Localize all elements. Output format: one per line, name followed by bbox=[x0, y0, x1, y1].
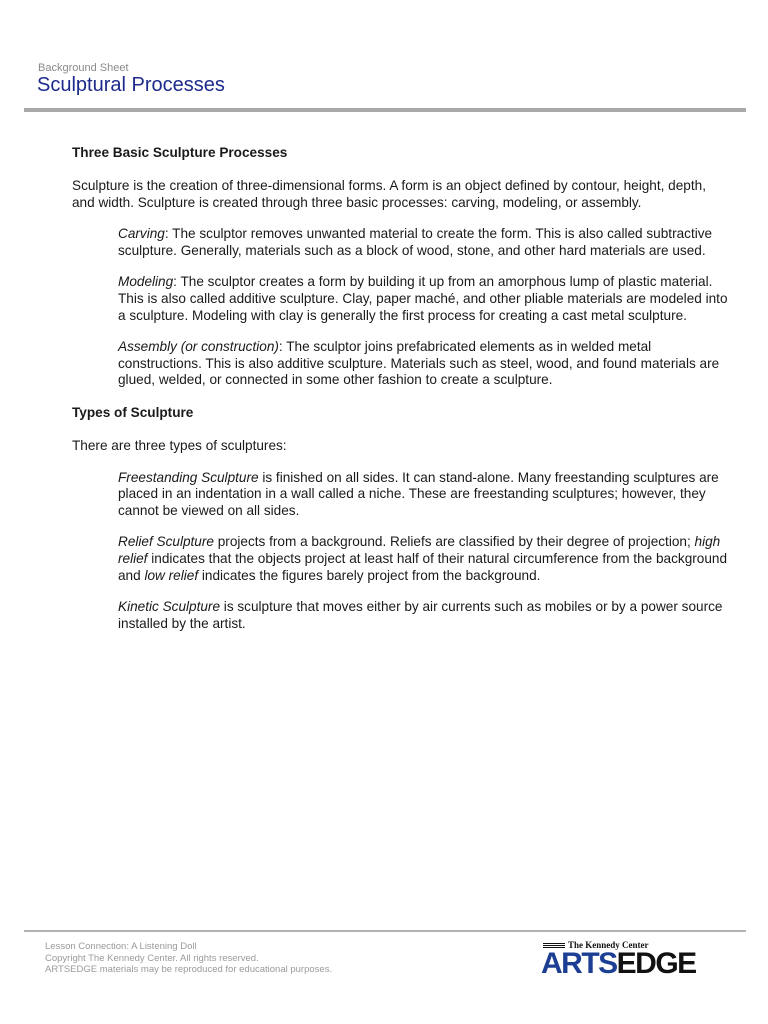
relief-description-b: indicates that the objects project at least half of their natural circumference from the background and bbox=[118, 550, 728, 583]
type-relief bbox=[118, 534, 732, 584]
kinetic-description: is sculpture that moves either by air currents such as mobiles or by a power source installed by the artist. bbox=[118, 599, 723, 631]
type-freestanding bbox=[118, 470, 732, 520]
assembly-description: : The sculptor joins prefabricated elements as in welded metal constructions. This is also additive sculpture. Materials such as steel, wood, and found materials are glued, welded, or connected in some other fashion to create a sculpture. bbox=[118, 339, 720, 388]
kennedy-center-name: The Kennedy Center bbox=[568, 940, 649, 950]
kinetic-term: Kinetic Sculpture bbox=[118, 599, 221, 615]
footer-divider bbox=[24, 930, 746, 932]
logo-arts: ARTS bbox=[541, 947, 617, 980]
section-heading-processes: Three Basic Sculpture Processes bbox=[72, 145, 288, 160]
modeling-term: Modeling bbox=[118, 274, 174, 290]
footer-lesson-connection: Lesson Connection: A Listening Doll bbox=[45, 941, 197, 952]
footer-reproduction-notice: ARTSEDGE materials may be reproduced for educational purposes. bbox=[45, 964, 333, 976]
process-assembly bbox=[118, 339, 732, 389]
process-carving bbox=[118, 226, 732, 259]
processes-intro: Sculpture is the creation of three-dimensional forms. A form is an object defined by contour, height, depth, and width. Sculpture is created through three basic processes: carving, modeling, or assembly. bbox=[72, 178, 706, 210]
footer-copyright: Copyright The Kennedy Center. All rights reserved. bbox=[45, 952, 259, 964]
footer-text bbox=[45, 941, 332, 976]
section-heading-types: Types of Sculpture bbox=[72, 404, 194, 420]
main-content bbox=[72, 144, 732, 647]
freestanding-description: is finished on all sides. It can stand-alone. Many freestanding sculptures are placed in an indentation in a wall called a niche. These are freestanding sculptures; however, they cannot be viewed on all sides. bbox=[118, 469, 719, 518]
relief-term: Relief Sculpture bbox=[118, 534, 214, 550]
header-label: Background Sheet bbox=[38, 62, 129, 74]
artsedge-wordmark bbox=[541, 948, 696, 980]
high-relief-term: high relief bbox=[118, 534, 721, 566]
type-kinetic bbox=[118, 599, 732, 632]
artsedge-logo bbox=[541, 938, 696, 982]
low-relief-term: low relief bbox=[144, 567, 199, 583]
types-intro: There are three types of sculptures: bbox=[72, 437, 287, 453]
relief-description-c: indicates the figures barely project from the background. bbox=[198, 567, 541, 583]
freestanding-term: Freestanding Sculpture bbox=[118, 469, 259, 485]
modeling-description: : The sculptor creates a form by building it up from an amorphous lump of plastic material. This is also called additive sculpture. Clay, paper maché, and other pliable materials are modeled into a sculpture. Modeling with clay is generally the first process for creating a cast metal sculpture. bbox=[118, 274, 728, 323]
carving-term: Carving bbox=[118, 226, 165, 242]
logo-edge: EDGE bbox=[616, 947, 696, 980]
page-title: Sculptural Processes bbox=[37, 74, 225, 96]
carving-description: : The sculptor removes unwanted material to create the form. This is also called subtractive sculpture. Generally, materials such as a block of wood, stone, and other hard materials are used. bbox=[118, 226, 713, 258]
header-divider bbox=[24, 108, 746, 112]
relief-description-a: projects from a background. Reliefs are classified by their degree of projection; bbox=[213, 534, 695, 550]
assembly-term: Assembly (or construction) bbox=[118, 339, 279, 355]
process-modeling bbox=[118, 274, 732, 324]
